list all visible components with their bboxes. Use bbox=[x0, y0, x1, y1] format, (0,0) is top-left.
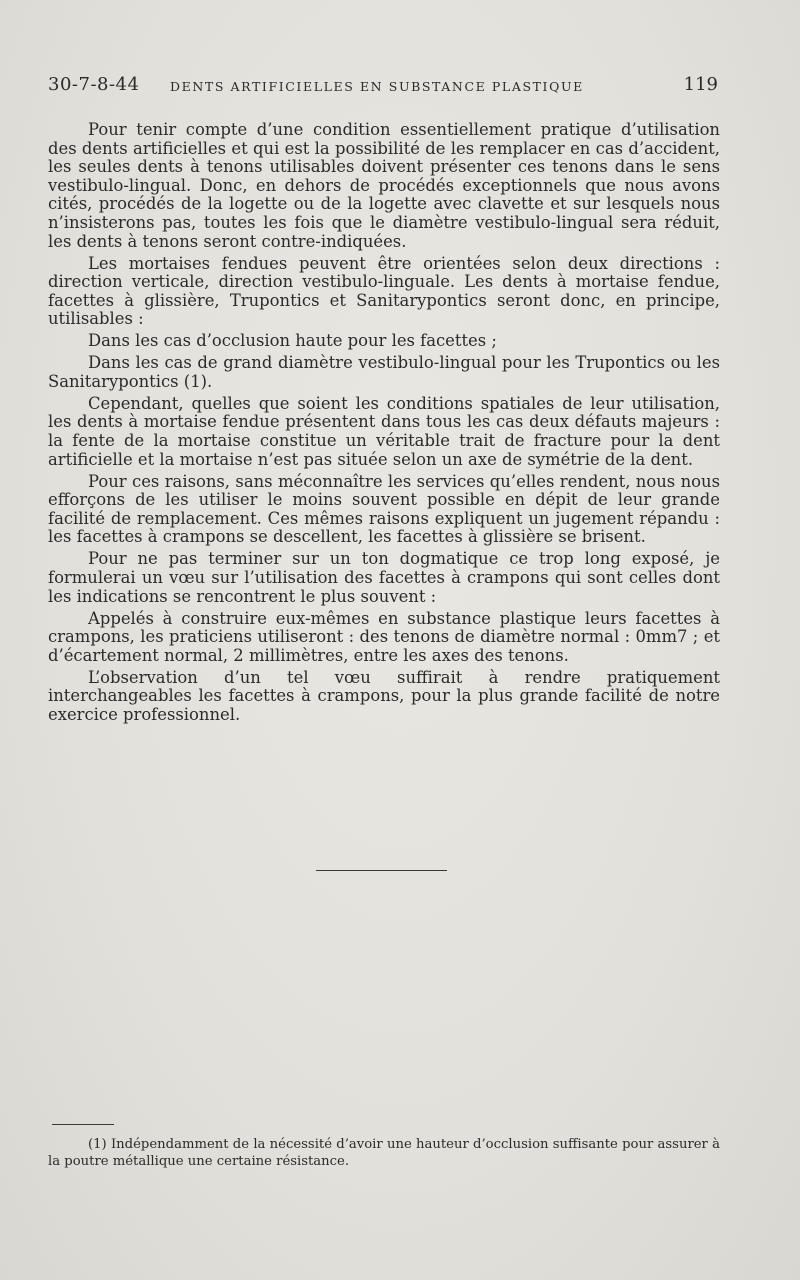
paragraph: Dans les cas d’occlusion haute pour les facettes ; bbox=[88, 331, 497, 351]
page-header bbox=[48, 74, 718, 98]
body-text bbox=[48, 121, 720, 728]
paragraph: L’observation d’un tel vœu suffirait à rendre pratiquement interchangeables les facettes à crampons, pour la plus grande facilité de notre exercice professionnel. bbox=[48, 667, 720, 724]
footnote bbox=[48, 1136, 720, 1170]
paragraph: Pour ne pas terminer sur un ton dogmatique ce trop long exposé, je formulerai un vœu sur l’utilisation des facettes à crampons qui sont celles dont les indications se rencontrent le plus souvent : bbox=[48, 549, 720, 606]
paragraph: Cependant, quelles que soient les conditions spatiales de leur utilisation, les dents à mortaise fendue présentent dans tous les cas deux défauts majeurs : la fente de la mortaise constitue un véritable trait de fracture pour la dent artificielle et la mortaise n’est pas située selon un axe de symétrie de la dent. bbox=[48, 393, 720, 469]
page-number: 119 bbox=[683, 74, 718, 95]
section-separator-rule bbox=[316, 870, 447, 871]
paragraph: Pour ces raisons, sans méconnaître les services qu’elles rendent, nous nous efforçons de les utiliser le moins souvent possible en dépit de leur grande facilité de remplacement. Ces mêmes raisons expliquent un jugement répandu : les facettes à crampons se descellent, les facettes à glissière se brisent. bbox=[48, 471, 720, 547]
paragraph: Dans les cas de grand diamètre vestibulo-lingual pour les Trupontics ou les Sanitarypontics (1). bbox=[48, 353, 720, 391]
header-date: 30-7-8-44 bbox=[48, 74, 140, 95]
paragraph: Appelés à construire eux-mêmes en substance plastique leurs facettes à crampons, les praticiens utiliseront : des tenons de diamètre normal : 0mm7 ; et d’écartement normal, 2 millimètres, entre les axes des tenons. bbox=[48, 608, 720, 665]
paragraph: Les mortaises fendues peuvent être orientées selon deux directions : direction verticale, direction vestibulo-linguale. Les dents à mortaise fendue, facettes à glissière, Trupontics et Sanitarypontics seront donc, en principe, utilisables : bbox=[48, 253, 720, 329]
footnote-text: (1) Indépendamment de la nécessité d’avoir une hauteur d’occlusion suffisante pour assurer à la poutre métallique une certaine résistance. bbox=[48, 1137, 720, 1169]
paragraph: Pour tenir compte d’une condition essentiellement pratique d’utilisation des dents artificielles et qui est la possibilité de les remplacer en cas d’accident, les seules dents à tenons utilisables doivent présenter ces tenons dans le sens vestibulo-lingual. Donc, en dehors de procédés exceptionnels que nous avons cités, procédés de la logette ou de la logette avec clavette et sur lesquels nous n’insisterons pas, toutes les fois que le diamètre vestibulo-lingual sera réduit, les dents à tenons seront contre-indiquées. bbox=[48, 120, 720, 251]
running-title: DENTS ARTIFICIELLES EN SUBSTANCE PLASTIQUE bbox=[170, 79, 584, 94]
footnote-rule bbox=[52, 1124, 114, 1125]
